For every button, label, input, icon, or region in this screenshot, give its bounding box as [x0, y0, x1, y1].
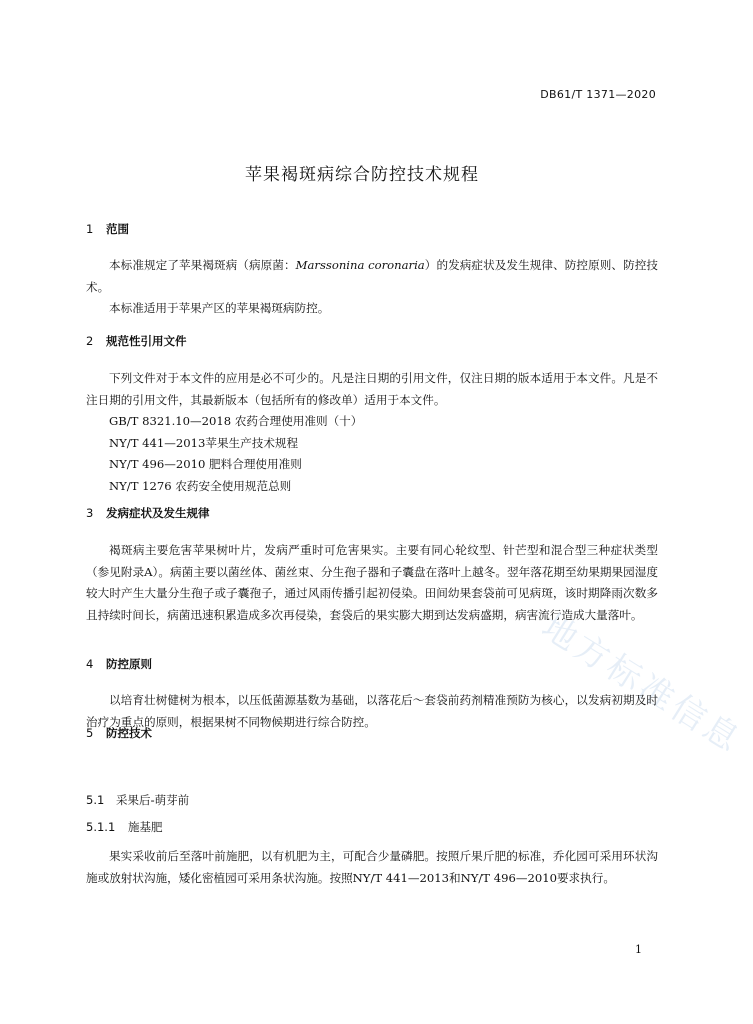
- document-title: 苹果褐斑病综合防控技术规程: [245, 165, 479, 185]
- subsection-title: 施基肥: [128, 820, 163, 834]
- subsection-5-1-1-heading: [86, 819, 163, 835]
- section-4-body: [86, 690, 658, 733]
- section-title: 范围: [106, 222, 129, 236]
- page-number: 1: [635, 943, 642, 956]
- section-number: 4: [86, 657, 94, 671]
- section-4-heading: [86, 656, 152, 672]
- watermark: 地方标准信息: [534, 606, 750, 762]
- reference-item: NY/T 1276 农药安全使用规范总则: [109, 478, 292, 493]
- subsection-title: 采果后-萌芽前: [116, 793, 190, 807]
- scope-paragraph-2: 本标准适用于苹果产区的苹果褐斑病防控。: [109, 301, 330, 315]
- standard-code: DB61/T 1371—2020: [540, 88, 656, 101]
- section-2-heading: [86, 333, 187, 349]
- section-2-intro: [86, 368, 658, 411]
- scope-paragraph-1: [86, 255, 658, 298]
- reference-item: NY/T 496—2010 肥料合理使用准则: [109, 457, 302, 471]
- subsection-5-1-1-body: [86, 846, 658, 889]
- normative-intro-paragraph: 下列文件对于本文件的应用是必不可少的。凡是注日期的引用文件，仅注日期的版本适用于本文件。凡是不注日期的引用文件，其最新版本（包括所有的修改单）适用于本文件。: [86, 371, 658, 407]
- subsection-number: 5.1: [86, 793, 105, 807]
- subsection-5-1-heading: [86, 792, 189, 808]
- section-title: 防控原则: [106, 657, 152, 671]
- symptom-paragraph: 褐斑病主要危害苹果树叶片，发病严重时可危害果实。主要有同心轮纹型、针芒型和混合型三种症状类型（参见附录A）。病菌主要以菌丝体、菌丝束、分生孢子器和子囊盘在落叶上越冬。翌年落花期至幼果期果园湿度较大时产生大量分生孢子或子囊孢子，通过风雨传播引起初侵染。田间幼果套袋前可见病斑，该时期降雨次数多且持续时间长，病菌迅速积累造成多次再侵染，套袋后的果实膨大期到达发病盛期，病害流行造成大量落叶。: [86, 543, 658, 622]
- section-number: 2: [86, 334, 94, 348]
- section-title: 防控技术: [106, 726, 152, 740]
- section-1-heading: [86, 221, 129, 237]
- reference-item: NY/T 441—2013苹果生产技术规程: [109, 435, 299, 450]
- section-title: 发病症状及发生规律: [106, 506, 210, 520]
- pathogen-name: Marssonina coronaria: [295, 258, 425, 272]
- base-fertilizer-paragraph: 果实采收前后至落叶前施肥，以有机肥为主，可配合少量磷肥。按照斤果斤肥的标准，乔化园可采用环状沟施或放射状沟施，矮化密植园可采用条状沟施。按照NY/T 441—2013和NY/T 496—2010要求执行。: [86, 849, 658, 885]
- reference-item: GB/T 8321.10—2018 农药合理使用准则（十）: [109, 414, 363, 428]
- subsection-number: 5.1.1: [86, 820, 116, 834]
- section-1-body: [86, 255, 658, 320]
- scope-text-post: ）的发病症状及发生规律、防控原则、防控技术。: [86, 258, 658, 294]
- section-number: 1: [86, 222, 94, 236]
- principle-paragraph: 以培育壮树健树为根本，以压低菌源基数为基础，以落花后～套袋前药剂精准预防为核心，以发病初期及时治疗为重点的原则，根据果树不同物候期进行综合防控。: [86, 693, 658, 729]
- section-number: 5: [86, 726, 94, 740]
- reference-list: [109, 411, 362, 497]
- section-number: 3: [86, 506, 94, 520]
- scope-text-pre: 本标准规定了苹果褐斑病（病原菌：: [109, 258, 296, 272]
- section-5-heading: [86, 725, 152, 741]
- section-title: 规范性引用文件: [106, 334, 187, 348]
- section-3-heading: [86, 505, 210, 521]
